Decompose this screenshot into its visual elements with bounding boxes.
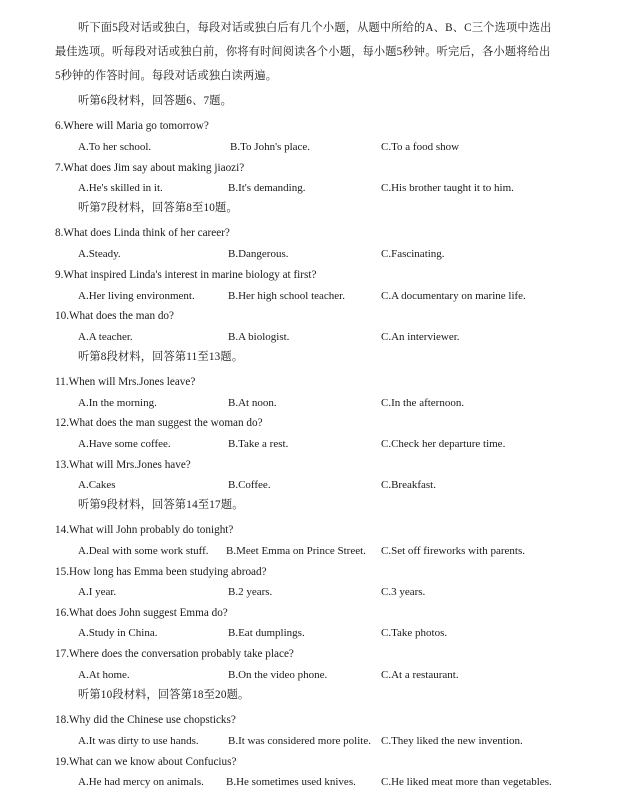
option-a: A.I year. — [78, 586, 117, 598]
question-text: 7.What does Jim say about making jiaozi? — [55, 162, 245, 174]
question-text: 9.What inspired Linda's interest in marine biology at first? — [55, 269, 317, 281]
option-b: B.A biologist. — [228, 331, 290, 343]
option-c: C.Set off fireworks with parents. — [381, 545, 525, 557]
option-c: C.He liked meat more than vegetables. — [381, 776, 552, 788]
option-c: C.A documentary on marine life. — [381, 290, 526, 302]
option-b: B.It's demanding. — [228, 182, 306, 194]
question-text: 14.What will John probably do tonight? — [55, 524, 234, 536]
question-text: 19.What can we know about Confucius? — [55, 756, 237, 768]
option-b: B.On the video phone. — [228, 669, 328, 681]
section-heading: 听第10段材料，回答第18至20题。 — [78, 689, 250, 701]
option-a: A.Study in China. — [78, 627, 158, 639]
option-b: B.Meet Emma on Prince Street. — [226, 545, 366, 557]
section-heading: 听第7段材料，回答第8至10题。 — [78, 202, 238, 214]
option-b: B.Take a rest. — [228, 438, 289, 450]
question-text: 11.When will Mrs.Jones leave? — [55, 376, 196, 388]
option-c: C.Check her departure time. — [381, 438, 506, 450]
option-b: B.Eat dumplings. — [228, 627, 305, 639]
intro-line-3: 5秒钟的作答时间。每段对话或独白读两遍。 — [55, 70, 278, 82]
option-b: B.He sometimes used knives. — [226, 776, 356, 788]
option-a: A.To her school. — [78, 141, 152, 153]
question-text: 12.What does the man suggest the woman do? — [55, 417, 263, 429]
option-c: C.Fascinating. — [381, 248, 445, 260]
option-c: C.An interviewer. — [381, 331, 460, 343]
option-c: C.To a food show — [381, 141, 460, 153]
question-text: 17.Where does the conversation probably take place? — [55, 648, 294, 660]
section-heading: 听第8段材料，回答第11至13题。 — [78, 351, 244, 363]
section-heading: 听第9段材料，回答第14至17题。 — [78, 499, 244, 511]
intro-line-2: 最佳选项。听每段对话或独白前，你将有时间阅读各个小题，每小题5秒钟。听完后，各小题将给出 — [55, 46, 551, 58]
question-text: 15.How long has Emma been studying abroad? — [55, 566, 267, 578]
option-a: A.He had mercy on animals. — [78, 776, 204, 788]
section-heading: 听第6段材料，回答题6、7题。 — [78, 95, 233, 107]
question-text: 18.Why did the Chinese use chopsticks? — [55, 714, 236, 726]
question-text: 13.What will Mrs.Jones have? — [55, 459, 191, 471]
option-c: C.3 years. — [381, 586, 426, 598]
option-a: A.Cakes — [78, 479, 116, 491]
option-c: C.His brother taught it to him. — [381, 182, 514, 194]
option-b: B.To John's place. — [230, 141, 311, 153]
option-c: C.Breakfast. — [381, 479, 436, 491]
option-c: C.In the afternoon. — [381, 397, 465, 409]
option-a: A.In the morning. — [78, 397, 157, 409]
option-b: B.At noon. — [228, 397, 277, 409]
option-a: A.It was dirty to use hands. — [78, 735, 199, 747]
question-text: 6.Where will Maria go tomorrow? — [55, 120, 209, 132]
option-b: B.Her high school teacher. — [228, 290, 345, 302]
option-a: A.Deal with some work stuff. — [78, 545, 209, 557]
option-a: A.Steady. — [78, 248, 121, 260]
option-c: C.At a restaurant. — [381, 669, 459, 681]
option-b: B.2 years. — [228, 586, 273, 598]
question-text: 10.What does the man do? — [55, 310, 174, 322]
question-text: 8.What does Linda think of her career? — [55, 227, 230, 239]
option-b: B.It was considered more polite. — [228, 735, 371, 747]
option-c: C.They liked the new invention. — [381, 735, 523, 747]
option-a: A.Her living environment. — [78, 290, 195, 302]
option-c: C.Take photos. — [381, 627, 448, 639]
option-a: A.Have some coffee. — [78, 438, 171, 450]
option-b: B.Dangerous. — [228, 248, 289, 260]
intro-line-1: 听下面5段对话或独白，每段对话或独白后有几个小题，从题中所给的A、B、C三个选项中选出 — [78, 22, 552, 34]
option-a: A.At home. — [78, 669, 130, 681]
option-a: A.He's skilled in it. — [78, 182, 163, 194]
question-text: 16.What does John suggest Emma do? — [55, 607, 228, 619]
option-a: A.A teacher. — [78, 331, 133, 343]
option-b: B.Coffee. — [228, 479, 271, 491]
